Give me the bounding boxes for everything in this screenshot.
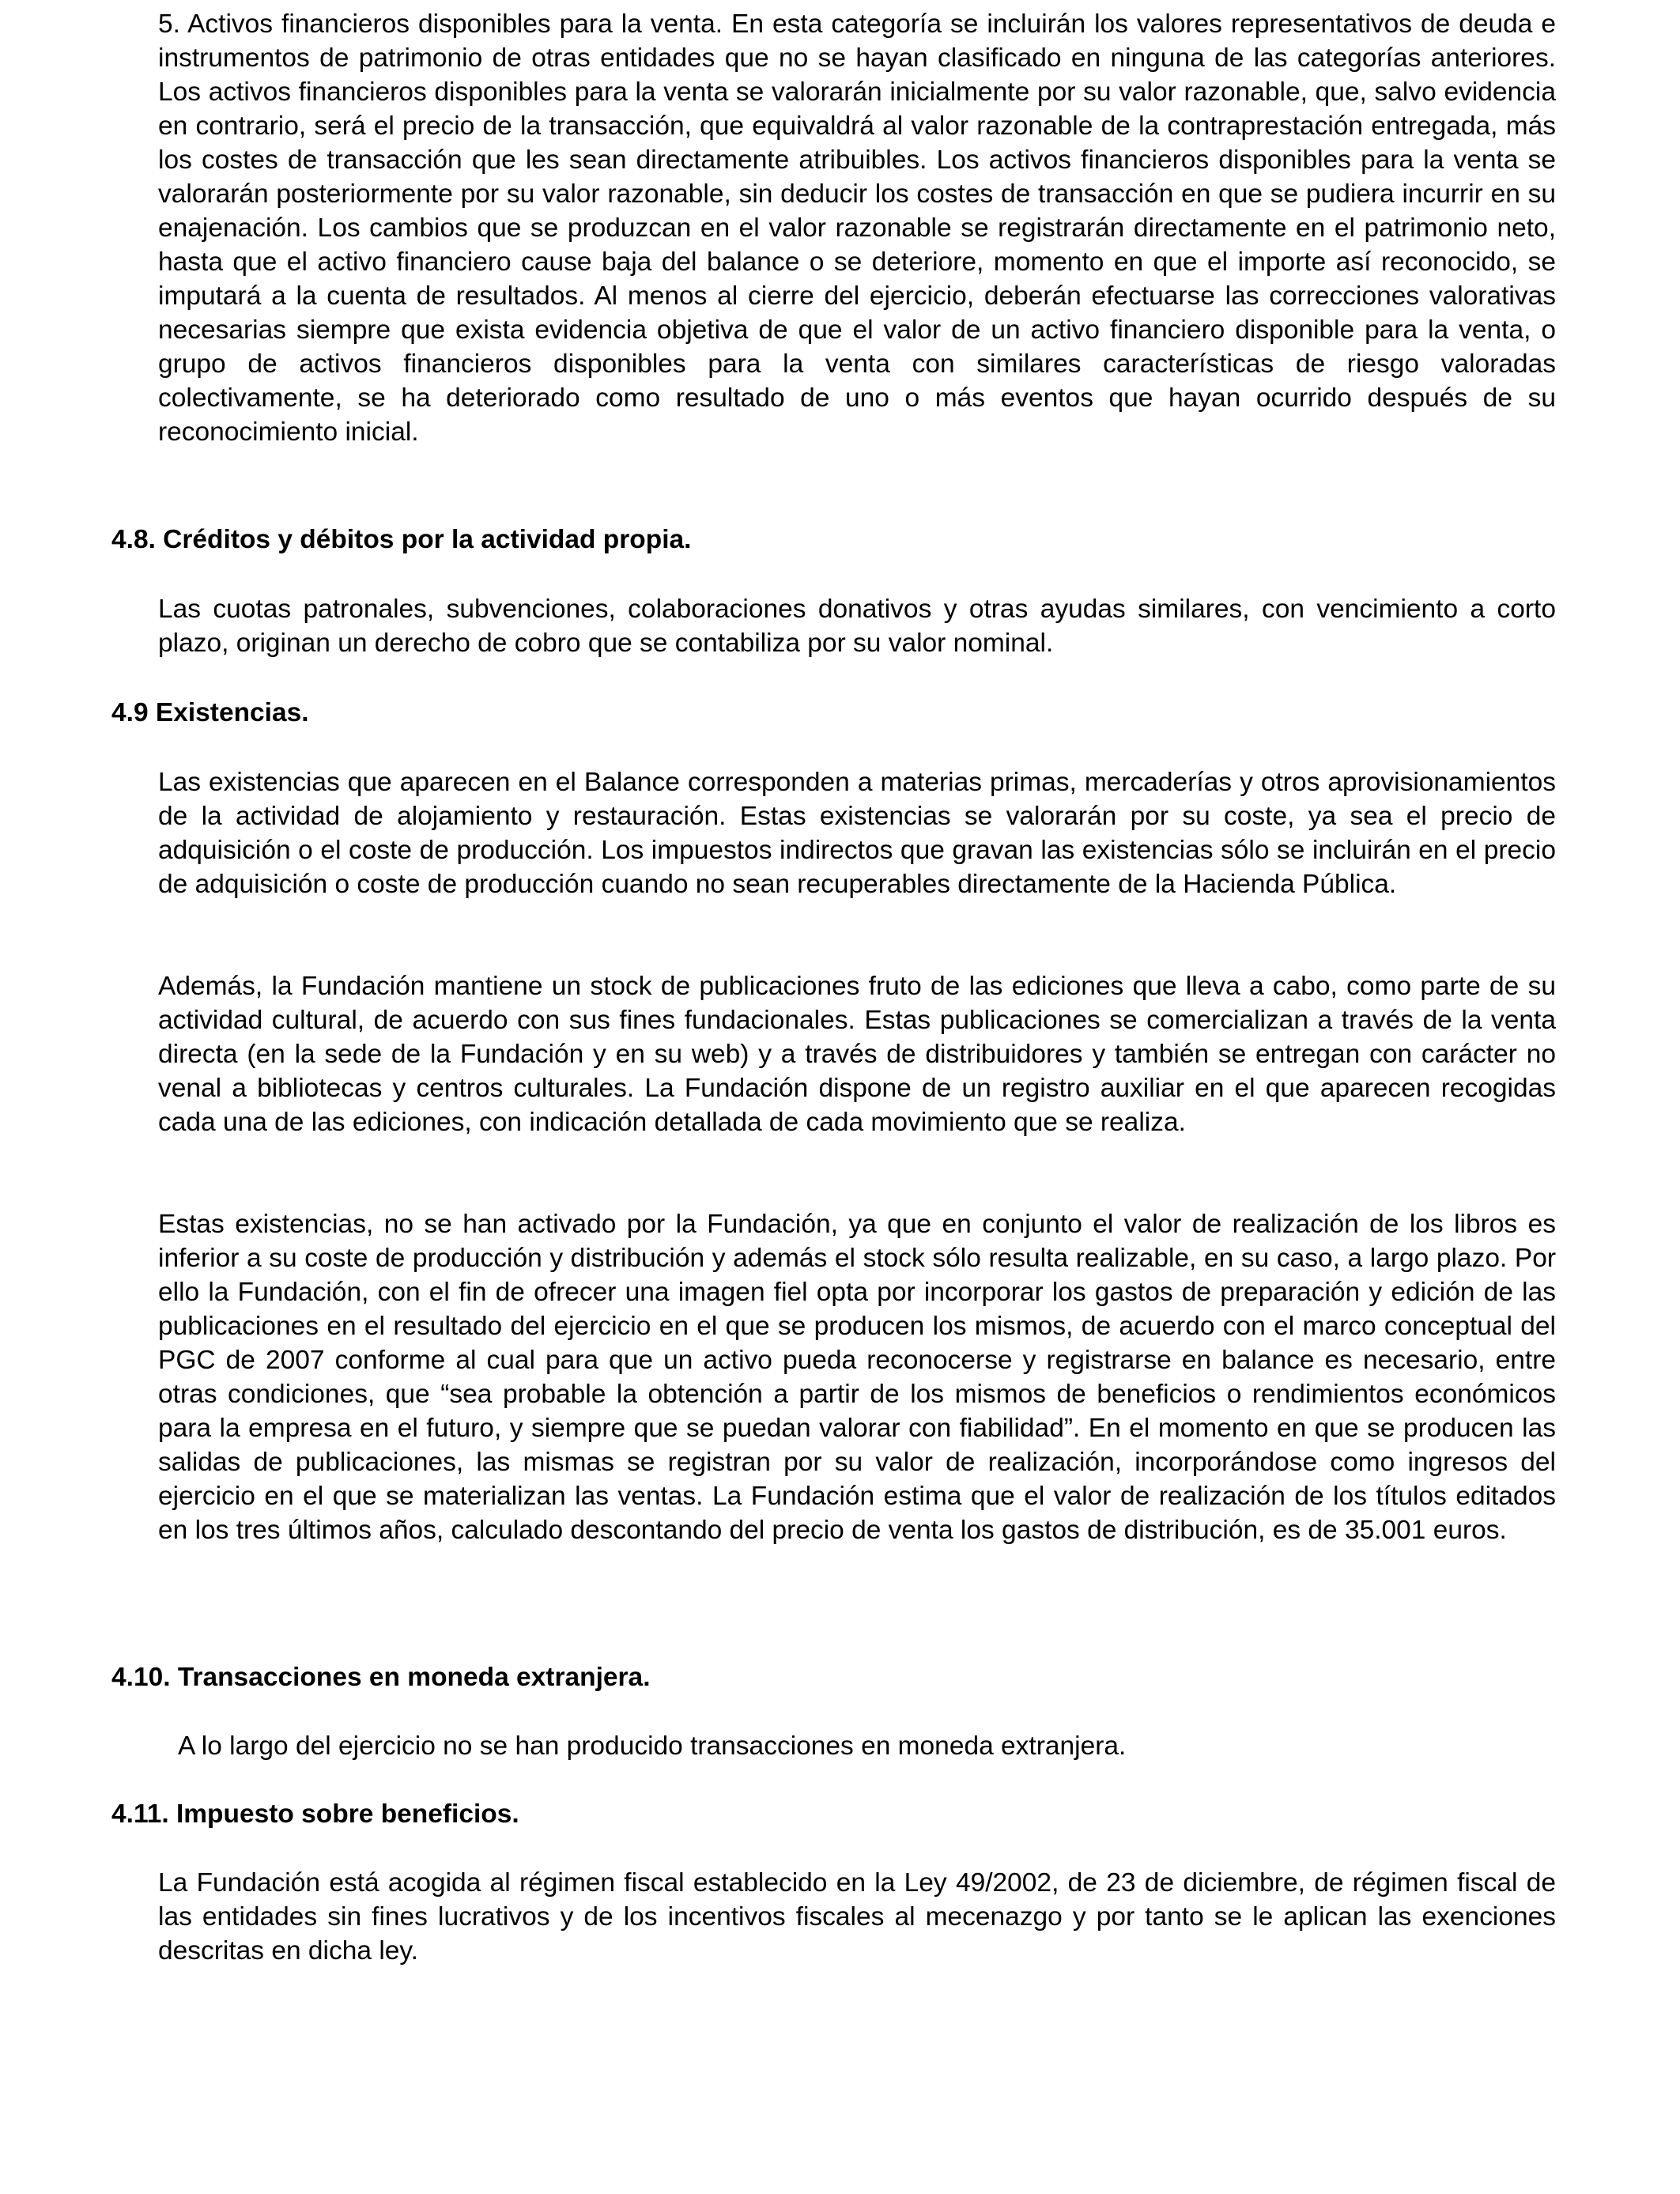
section-4-9-heading: 4.9 Existencias. [111, 698, 309, 727]
section-4-9-paragraph-1: Las existencias que aparecen en el Balance corresponden a materias primas, mercaderías y otros aprovisionamientos de la actividad de alojamiento y restauración. Estas existencias se valorarán por su coste, ya sea el precio de adquisición o el coste de producción. Los impuestos indirectos que gravan las existencias sólo se incluirán en el precio de adquisición o coste de producción cuando no sean recuperables directamente de la Hacienda Pública. [158, 768, 1556, 899]
section-4-8-heading: 4.8. Créditos y débitos por la actividad propia. [111, 525, 692, 554]
section-4-9-paragraph-3: Estas existencias, no se han activado por la Fundación, ya que en conjunto el valor de realización de los libros es inferior a su coste de producción y distribución y además el stock sólo resulta realizable, en su caso, a largo plazo. Por ello la Fundación, con el fin de ofrecer una imagen fiel opta por incorporar los gastos de preparación y edición de las publicaciones en el resultado del ejercicio en el que se producen los mismos, de acuerdo con el marco conceptual del PGC de 2007 conforme al cual para que un activo pueda reconocerse y registrarse en balance es necesario, entre otras condiciones, que “sea probable la obtención a partir de los mismos de beneficios o rendimientos económicos para la empresa en el futuro, y siempre que se puedan valorar con fiabilidad”. En el momento en que se producen las salidas de publicaciones, las mismas se registran por su valor de realización, incorporándose como ingresos del ejercicio en el que se materializan las ventas. La Fundación estima que el valor de realización de los títulos editados en los tres últimos años, calculado descontando del precio de venta los gastos de distribución, es de 35.001 euros. [158, 1210, 1556, 1545]
item-5-paragraph: 5. Activos financieros disponibles para la venta. En esta categoría se incluirán los valores representativos de deuda e instrumentos de patrimonio de otras entidades que no se hayan clasificado en ninguna de las categorías anteriores. Los activos financieros disponibles para la venta se valorarán inicialmente por su valor razonable, que, salvo evidencia en contrario, será el precio de la transacción, que equivaldrá al valor razonable de la contraprestación entregada, más los costes de transacción que les sean directamente atribuibles. Los activos financieros disponibles para la venta se valorarán posteriormente por su valor razonable, sin deducir los costes de transacción en que se pudiera incurrir en su enajenación. Los cambios que se produzcan en el valor razonable se registrarán directamente en el patrimonio neto, hasta que el activo financiero cause baja del balance o se deteriore, momento en que el importe así reconocido, se imputará a la cuenta de resultados. Al menos al cierre del ejercicio, deberán efectuarse las correcciones valorativas necesarias siempre que exista evidencia objetiva de que el valor de un activo financiero disponible para la venta, o grupo de activos financieros disponibles para la venta con similares características de riesgo valoradas colectivamente, se ha deteriorado como resultado de uno o más eventos que hayan ocurrido después de su reconocimiento inicial. [158, 9, 1556, 447]
section-4-10-heading: 4.10. Transacciones en moneda extranjera. [111, 1663, 651, 1692]
section-4-8-paragraph: Las cuotas patronales, subvenciones, colaboraciones donativos y otras ayudas similares, con vencimiento a corto plazo, originan un derecho de cobro que se contabiliza por su valor nominal. [158, 595, 1556, 658]
section-4-9-paragraph-2: Además, la Fundación mantiene un stock de publicaciones fruto de las ediciones que lleva a cabo, como parte de su actividad cultural, de acuerdo con sus fines fundacionales. Estas publicaciones se comercializan a través de la venta directa (en la sede de la Fundación y en su web) y a través de distribuidores y también se entregan con carácter no venal a bibliotecas y centros culturales. La Fundación dispone de un registro auxiliar en el que aparecen recogidas cada una de las ediciones, con indicación detallada de cada movimiento que se realiza. [158, 972, 1556, 1137]
section-4-10-paragraph: A lo largo del ejercicio no se han producido transacciones en moneda extranjera. [178, 1731, 1127, 1761]
section-4-11-heading: 4.11. Impuesto sobre beneficios. [111, 1799, 519, 1829]
section-4-11-paragraph: La Fundación está acogida al régimen fiscal establecido en la Ley 49/2002, de 23 de diciembre, de régimen fiscal de las entidades sin fines lucrativos y de los incentivos fiscales al mecenazgo y por tanto se le aplican las exenciones descritas en dicha ley. [158, 1868, 1556, 1966]
